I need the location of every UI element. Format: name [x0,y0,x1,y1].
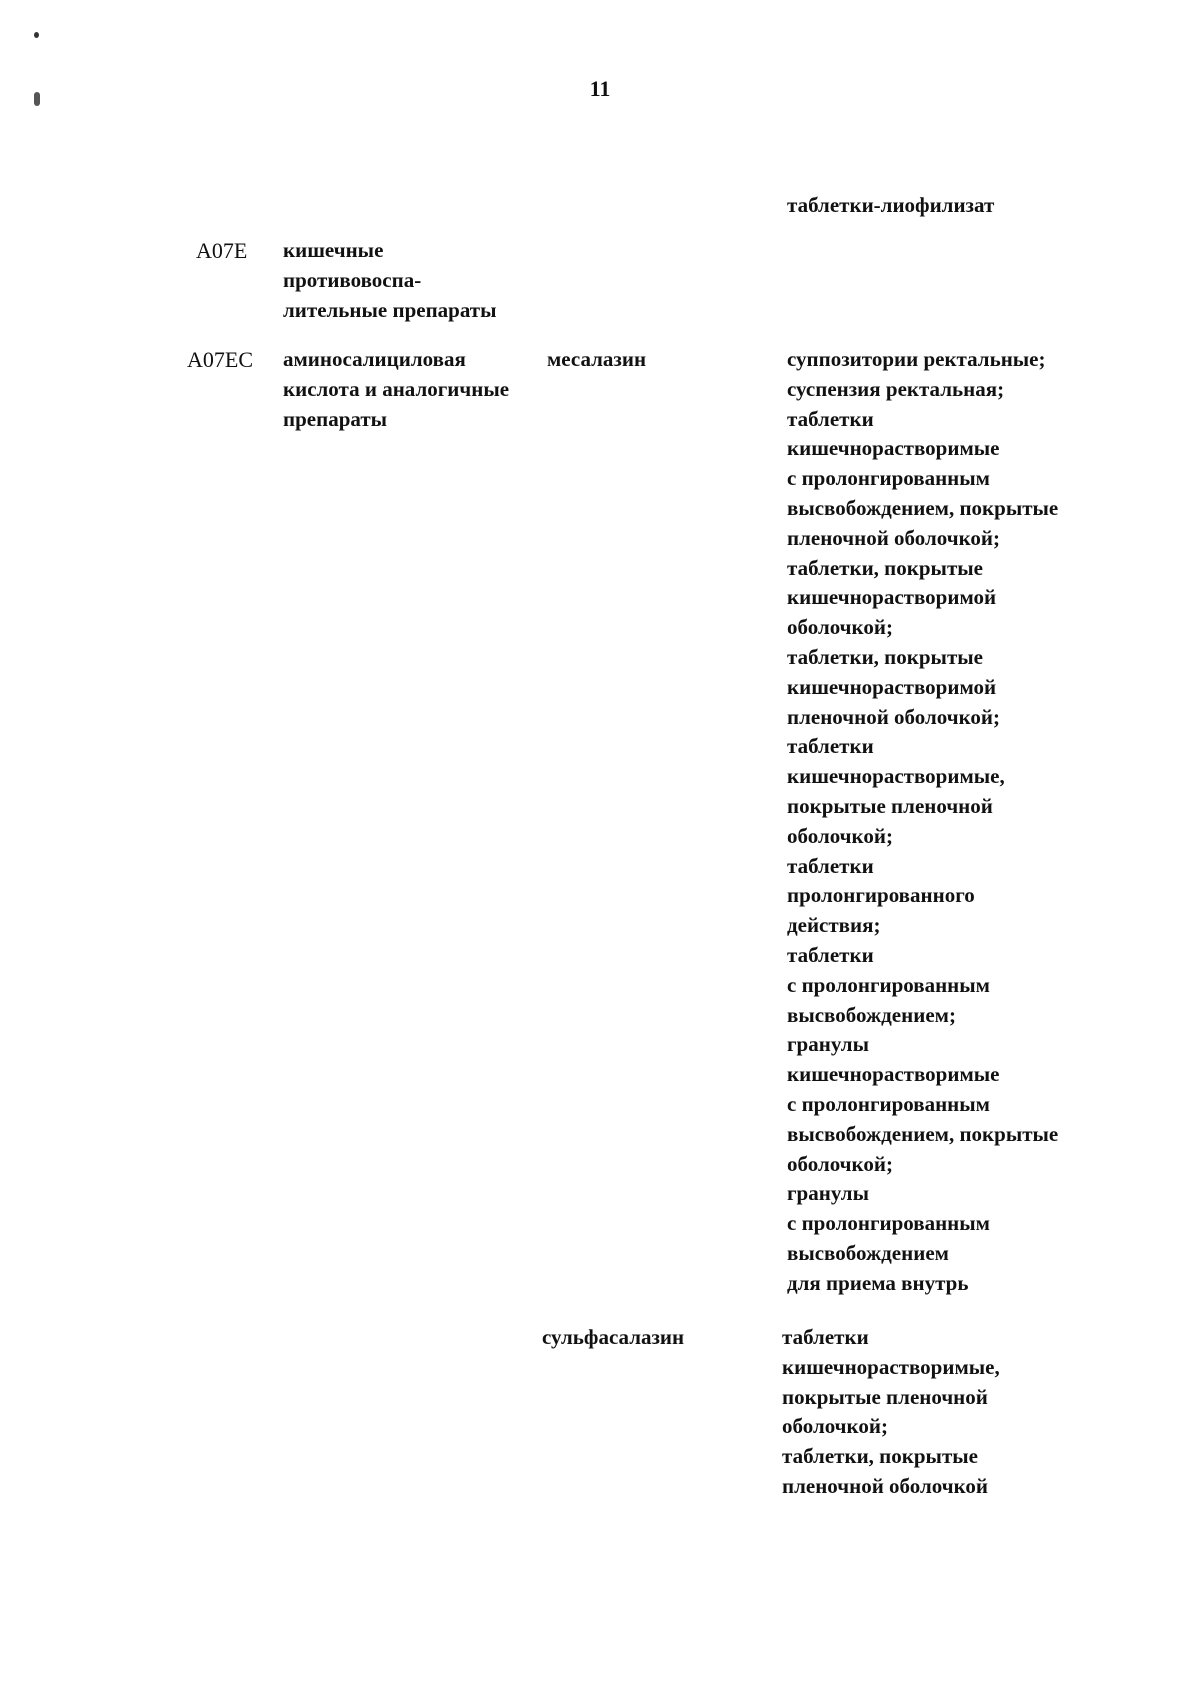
drug-name: месалазин [547,347,647,371]
continuation-dosage-forms: таблетки-лиофилизат [787,193,995,217]
atc-code: A07EC [187,347,253,372]
dosage-forms: таблетки кишечнорастворимые, покрытые пленочной оболочкой; таблетки, покрытые пленочной оболочкой [782,1325,1000,1498]
page-number: 11 [589,76,611,101]
anatomical-therapeutic-group: кишечные противовоспа- лительные препараты [283,238,497,322]
atc-code: A07E [196,238,248,263]
margin-speck [34,92,40,106]
dosage-forms: суппозитории ректальные; суспензия ректальная; таблетки кишечнорастворимые с пролонгированным высвобождением, покрытые пленочной оболочкой; таблетки, покрытые кишечнорастворимой оболочкой; таблетки, покрытые кишечнорастворимой пленочной оболочкой; таблетки кишечнорастворимые, покрытые пленочной оболочкой; таблетки пролонгированного действия; таблетки с пролонгированным высвобождением; гранулы кишечнорастворимые с пролонгированным высвобождением, покрытые оболочкой; гранулы с пролонгированным высвобождением для приема внутрь [787,347,1059,1295]
drug-name: сульфасалазин [542,1325,685,1349]
margin-speck [34,32,39,38]
anatomical-therapeutic-group: аминосалициловая кислота и аналогичные препараты [283,347,510,431]
